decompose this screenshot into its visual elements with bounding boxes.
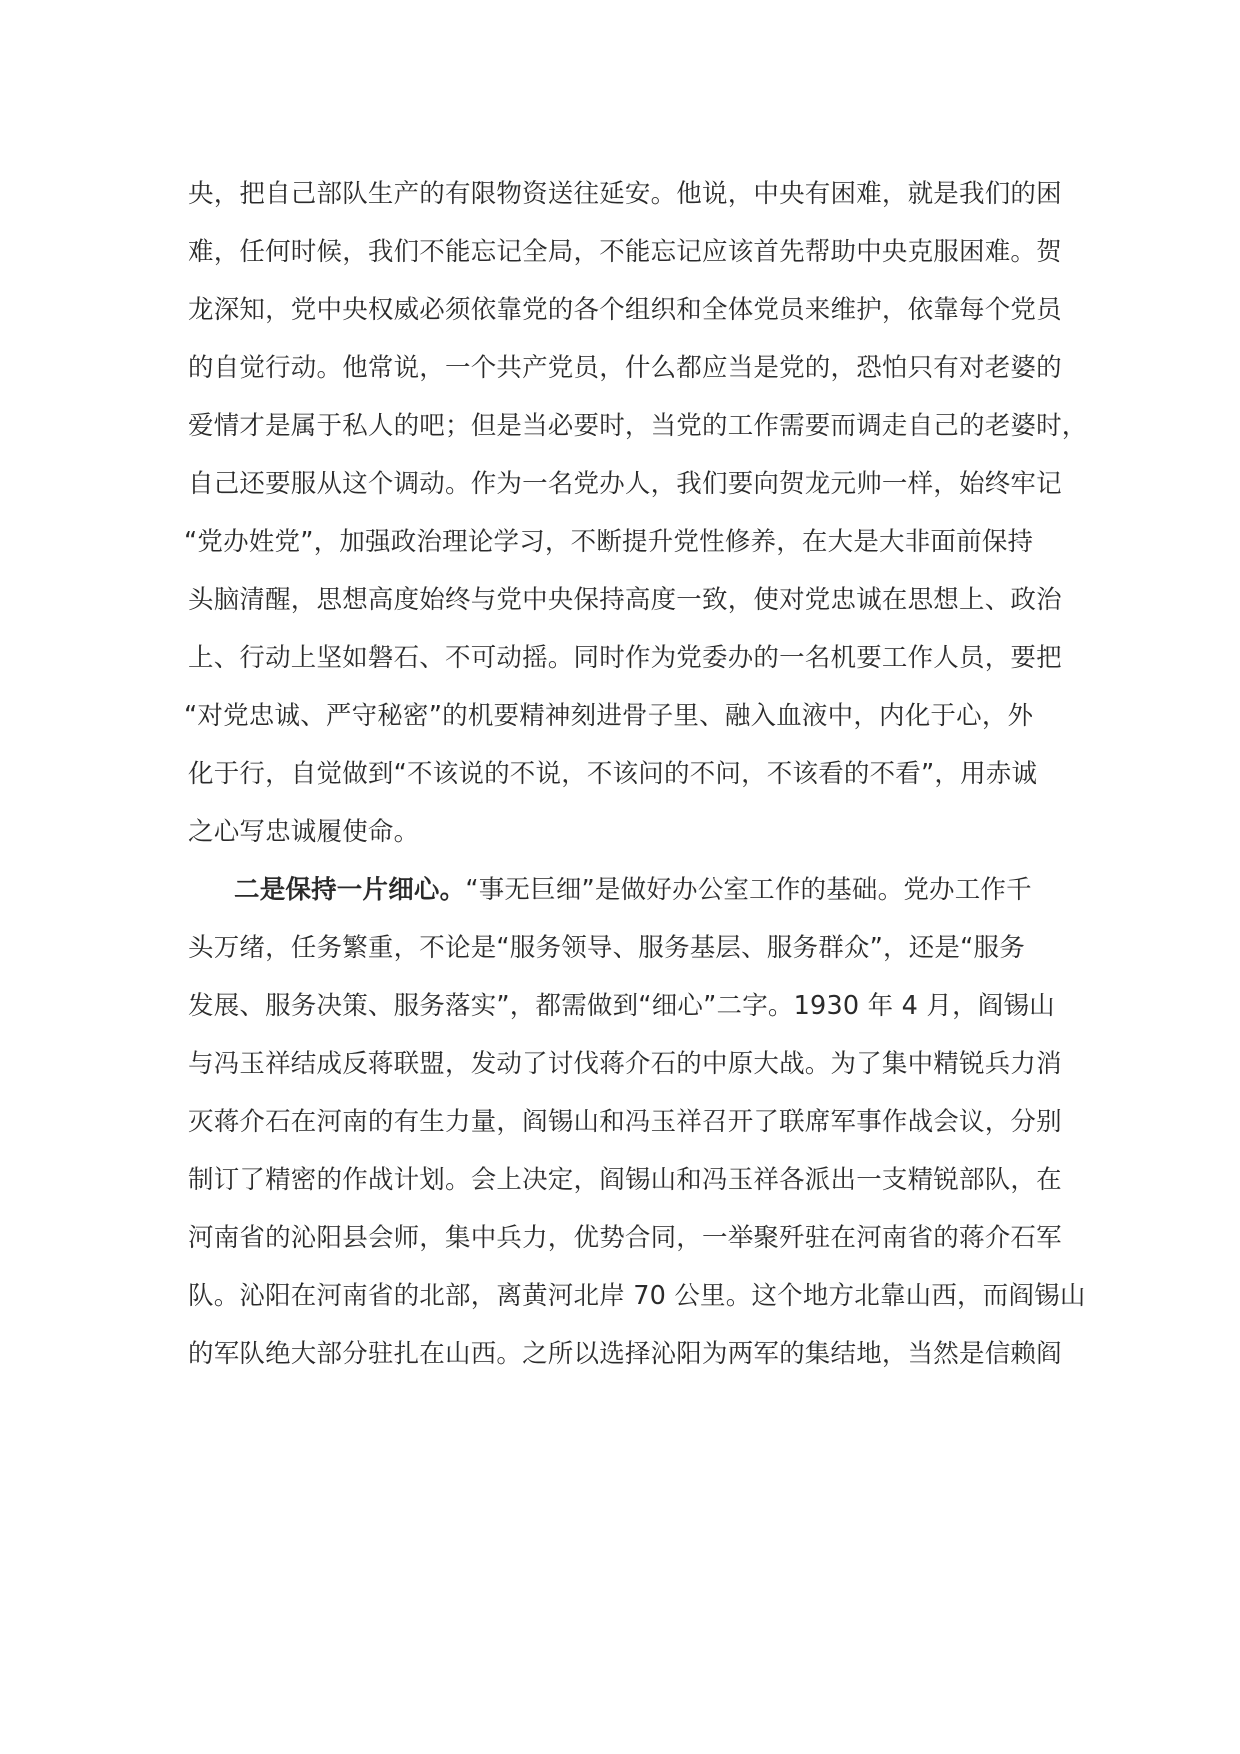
text-line <box>188 1160 1062 1200</box>
text-line <box>188 812 419 852</box>
text-segment: 制订了精密的作战计划。会上决定，阎锡山和冯玉祥各派出一支精锐部队，在 <box>188 1165 1062 1195</box>
text-segment: 的自觉行动。他常说，一个共产党员，什么都应当是党的，恐怕只有对老婆的 <box>188 353 1062 383</box>
text-segment: 与冯玉祥结成反蒋联盟，发动了讨伐蒋介石的中原大战。为了集中精锐兵力消 <box>188 1049 1062 1079</box>
text-line <box>188 928 1025 968</box>
text-segment: 化于行，自觉做到“不该说的不说，不该问的不问，不该看的不看”，用赤诚 <box>188 759 1038 789</box>
text-line <box>188 580 1062 620</box>
text-segment: 上、行动上坚如磐石、不可动摇。同时作为党委办的一名机要工作人员，要把 <box>188 643 1062 673</box>
text-segment: 自己还要服从这个调动。作为一名党办人，我们要向贺龙元帅一样，始终牢记 <box>188 469 1062 499</box>
text-segment: 头脑清醒，思想高度始终与党中央保持高度一致，使对党忠诚在思想上、政治 <box>188 585 1062 615</box>
text-line <box>188 1218 1062 1258</box>
text-line <box>188 638 1062 678</box>
text-segment: 的军队绝大部分驻扎在山西。之所以选择沁阳为两军的集结地，当然是信赖阎 <box>188 1339 1062 1369</box>
text-segment: 灭蒋介石在河南的有生力量，阎锡山和冯玉祥召开了联席军事作战会议，分别 <box>188 1107 1062 1137</box>
text-segment: 河南省的沁阳县会师，集中兵力，优势合同，一举聚歼驻在河南省的蒋介石军 <box>188 1223 1062 1253</box>
text-segment: 爱情才是属于私人的吧；但是当必要时，当党的工作需要而调走自己的老婆时， <box>188 411 1088 441</box>
text-line <box>188 1044 1062 1084</box>
text-segment: “党办姓党”，加强政治理论学习，不断提升党性修养，在大是大非面前保持 <box>184 527 1034 557</box>
text-segment: “事无巨细”是做好办公室工作的基础。党办工作千 <box>465 875 1032 905</box>
text-line <box>188 1334 1062 1374</box>
text-line <box>188 232 1062 272</box>
text-segment: 难，任何时候，我们不能忘记全局，不能忘记应该首先帮助中央克服困难。贺 <box>188 237 1062 267</box>
text-line <box>184 696 1033 736</box>
text-line <box>188 348 1062 388</box>
text-line <box>184 522 1033 562</box>
text-segment: 之心写忠诚履使命。 <box>188 817 420 847</box>
text-line <box>188 1102 1062 1142</box>
bold-heading-text: 二是保持一片细心。 <box>234 875 466 905</box>
text-line <box>234 870 1032 910</box>
text-segment: 头万绪，任务繁重，不论是“服务领导、服务基层、服务群众”，还是“服务 <box>188 933 1025 963</box>
text-segment: 龙深知，党中央权威必须依靠党的各个组织和全体党员来维护，依靠每个党员 <box>188 295 1062 325</box>
text-line <box>188 290 1062 330</box>
text-line <box>188 1276 1086 1316</box>
text-segment: 队。沁阳在河南省的北部，离黄河北岸 70 公里。这个地方北靠山西，而阎锡山 <box>188 1281 1086 1311</box>
text-segment: “对党忠诚、严守秘密”的机要精神刻进骨子里、融入血液中，内化于心，外 <box>184 701 1034 731</box>
text-segment: 央，把自己部队生产的有限物资送往延安。他说，中央有困难，就是我们的困 <box>188 179 1062 209</box>
text-line <box>188 174 1062 214</box>
text-line <box>188 986 1055 1026</box>
text-line <box>188 464 1062 504</box>
text-line <box>188 406 1088 446</box>
text-line <box>188 754 1037 794</box>
text-segment: 发展、服务决策、服务落实”，都需做到“细心”二字。1930 年 4 月，阎锡山 <box>188 991 1055 1021</box>
